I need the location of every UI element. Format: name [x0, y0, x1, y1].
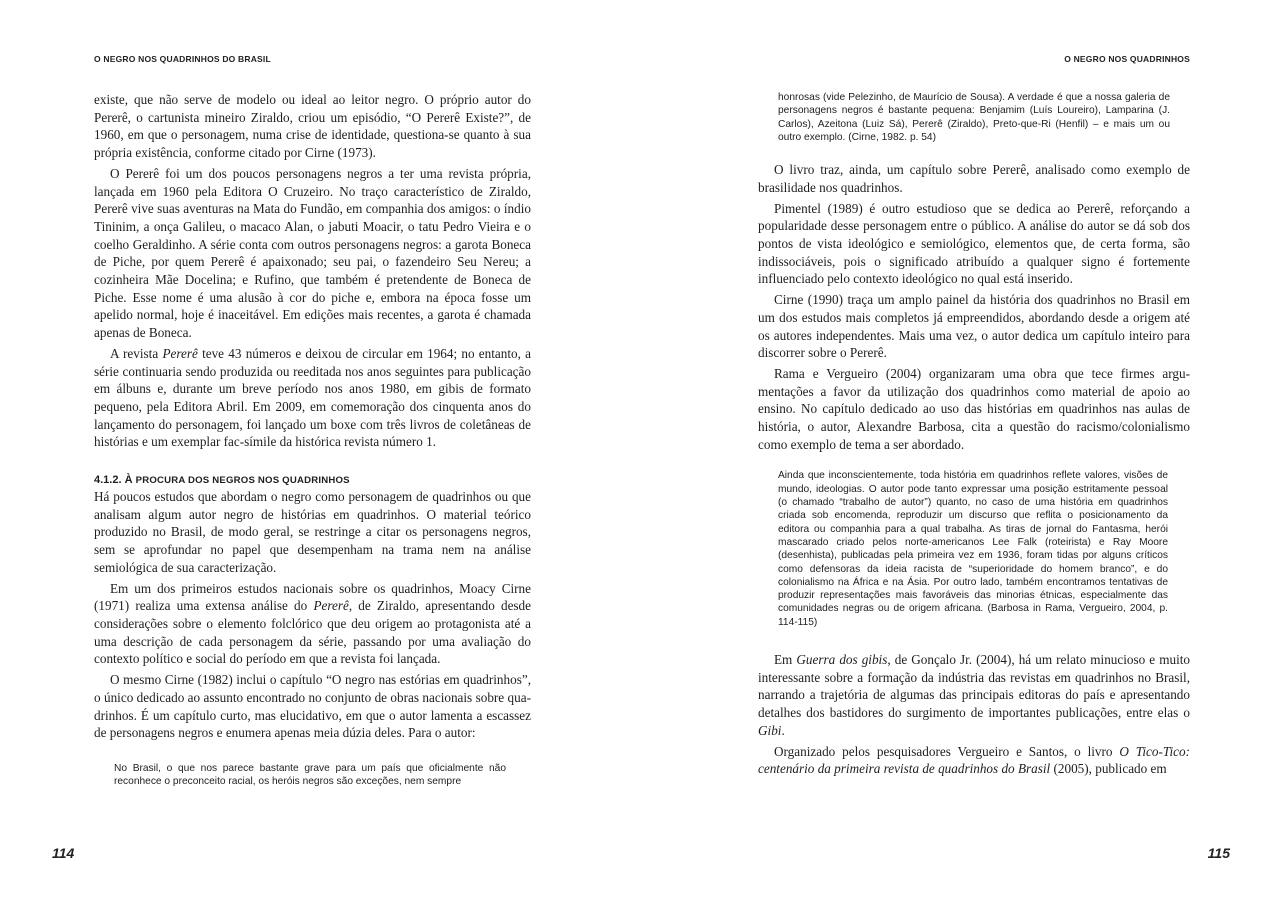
paragraph: A revista Pererê teve 43 números e deixou de circular em 1964; no entanto, a série continuaria sendo produzida ou reeditada nos anos seguintes para publicação em álbuns e, durante um breve período nos anos 1980, em gibis de formato pequeno, pela Editora Abril. Em 2009, em comemoração dos cinquenta anos do lançamento do personagem, foi lançado um boxe com três livros de coletâneas de histórias e um exemplar fac-símile da histórica revista número 1. — [94, 345, 532, 450]
right-page-body — [758, 91, 1190, 778]
page-number: 115 — [1207, 845, 1230, 861]
italic-title: Pererê — [313, 598, 349, 614]
running-head: O NEGRO NOS QUADRINHOS — [1064, 54, 1190, 64]
block-quote: No Brasil, o que nos parece bastante grave para um país que oficialmente não reconhece o preconceito racial, os heróis negros são exceções, nem sempre — [114, 762, 506, 788]
right-page — [645, 0, 1285, 907]
block-quote: Ainda que inconscientemente, toda história em quadrinhos reflete valores, visões de mundo, ideologias. O autor pode tanto expressar uma posição estritamente pessoal (o chamado “trabalho de autor”) quanto, no caso de uma história em quadrinhos criada sob encomenda, reproduzir um discurso que reflita o posicionamento da editora ou companhia para a qual trabalha. As tiras de jornal do Fantasma, herói mascarado criado pelos norte-americanos Lee Falk (roteirista) e Ray Moore (desenhista), publicadas pela primeira vez em 1936, foram tidas por alguns críticos como defensoras da ideia racista de “superioridade do homem branco”, e do colonialismo na África e na Ásia. Por outro lado, também encontramos tentativas de produzir representações mais favoráveis das minorias étnicas, especialmente das comunidades negras ou de origem africana. (Barbosa in Rama, Vergueiro, 2004, p. 114-115) — [778, 470, 1168, 628]
paragraph: existe, que não serve de modelo ou ideal ao leitor negro. O próprio autor do Pererê, o cartunista mineiro Ziraldo, criou um episódio, “O Pererê Existe?”, de 1960, em que o personagem, numa crise de identidade, questiona-se quanto à sua própria existência, conforme citado por Cirne (1973). — [94, 92, 531, 161]
paragraph: O Pererê foi um dos poucos personagens negros a ter uma revista própria, lançada em 1960 pela Editora O Cruzeiro. No traço característico de Ziraldo, Pererê vive suas aventuras na Mata do Fundão, em companhia dos amigos: o índio Tininim, a onça Galileu, o macaco Alan, o jabuti Moacir, o tatu Pedro Vieira e o coelho Geraldinho. A série conta com outros personagens negros: a garota Boneca de Piche, por quem Pererê é apaixonado; seu pai, o fazendeiro Seu Nereu; a cozinheira Mãe Docelina; e Rufino, que também é pretendente de Boneca de Piche. Esse nome é uma alusão à cor do piche e, embora na época fosse um apelido normal, hoje é inaceitável. Em edições mais recentes, a garota é chamada apenas de Boneca. — [94, 165, 531, 341]
section-heading: 4.1.2. À PROCURA DOS NEGROS NOS QUADRINHOS — [94, 474, 350, 487]
paragraph: Em Guerra dos gibis, de Gonçalo Jr. (2004), há um relato minucioso e muito interessante sobre a formação da indústria das revistas em quadrinhos no Brasil, narrando a trajetória de algumas das principais editoras do país e apresentando detalhes dos bastidores do surgimento de importantes publicações, entre elas o Gibi. — [758, 652, 1190, 738]
italic-title: O Tico-Tico: centenário da primeira revista de quadrinhos do Brasil — [758, 743, 1190, 777]
block-quote-continued: honrosas (vide Pelezinho, de Maurício de Sousa). A verdade é que a nossa galeria de personagens negros é bastante pequena: Benjamim (Luís Loureiro), Lamparina (J. Carlos), Azeitona (Luiz Sá), Pererê (Ziraldo), Preto-que-Ri (Henfil) – e mais um ou outro exemplo. (Cirne, 1982. p. 54) — [778, 92, 1170, 143]
paragraph: Em um dos primeiros estudos nacionais sobre os quadrinhos, Moacy Cirne (1971) realiza uma extensa análise do Pererê, de Ziraldo, apresentando desde considerações sobre o elemento folclórico que deu origem ao protagonista até a uma descrição de cada personagem da série, passando por uma avaliação do contexto político e social do período em que a revista foi lançada. — [94, 580, 532, 667]
page-number: 114 — [52, 845, 75, 861]
italic-title: Pererê — [162, 345, 198, 361]
paragraph: Há poucos estudos que abordam o negro como personagem de quadrinhos ou que analisam algum autor negro de histórias em quadrinhos. O material teórico produzido no Brasil, de modo geral, se restringe a citar os personagens negros, sem se aprofundar no papel que desempenham na trama nem na análise semiológica de sua caracterização. — [94, 489, 531, 575]
paragraph: Organizado pelos pesquisadores Vergueiro e Santos, o livro O Tico-Tico: centenário da primeira revista de quadrinhos do Brasil (2005), publicado em — [758, 743, 1190, 777]
paragraph: O livro traz, ainda, um capítulo sobre Pererê, analisado como exemplo de brasilidade nos quadrinhos. — [758, 162, 1190, 195]
paragraph: Pimentel (1989) é outro estudioso que se dedica ao Pererê, reforçando a popularidade desse personagem entre o público. A análise do autor se dá sob dos pontos de vista ideológico e semiológico, elementos que, de certa forma, são indissociáveis, pois o significado atribuído a qualquer signo é fortemente influenciado pelo contexto ideológico no qual está inserido. — [758, 200, 1190, 287]
paragraph: O mesmo Cirne (1982) inclui o capítulo “O negro nas estórias em quadrinhos”, o único dedicado ao assunto encontrado no conjunto de obras nacionais sobre quadrinhos. É um capítulo curto, mas elucidativo, em que o autor lamenta a escassez de personagens negros e enumera apenas meia dúzia deles. Para o autor: — [94, 672, 531, 741]
running-head: O NEGRO NOS QUADRINHOS DO BRASIL — [94, 54, 271, 64]
left-page — [0, 0, 640, 907]
left-page-body — [94, 91, 531, 789]
italic-title: Gibi — [758, 722, 782, 738]
italic-title: Guerra dos gibis — [796, 652, 888, 667]
paragraph: Rama e Vergueiro (2004) organizaram uma obra que tece firmes argumentações a favor da utilização dos quadrinhos como material de apoio ao ensino. No capítulo dedicado ao uso das histórias em quadrinhos nas aulas de história, o autor, Alexandre Barbosa, cita a questão do racismo/colonialismo como exemplo de tema a ser abordado. — [758, 365, 1190, 452]
paragraph: Cirne (1990) traça um amplo painel da história dos quadrinhos no Brasil em um dos estudos mais completos já empreendidos, abordando desde a origem até os autores independentes. Mais uma vez, o autor dedica um capítulo inteiro para discorrer sobre o Pererê. — [758, 292, 1190, 361]
